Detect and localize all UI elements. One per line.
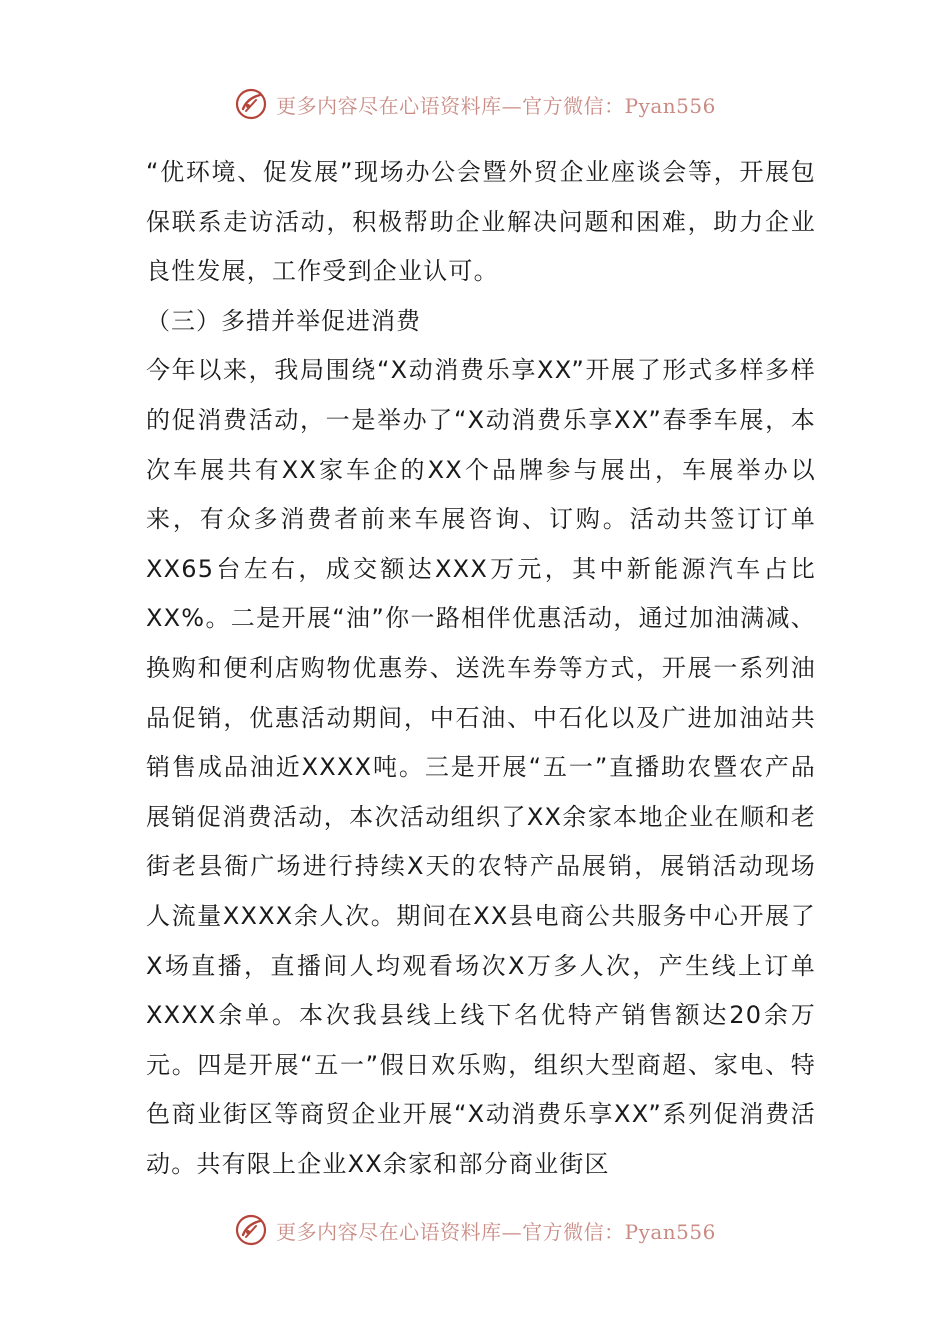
paragraph-continued: “优环境、促发展”现场办公会暨外贸企业座谈会等，开展包保联系走访活动，积极帮助企业解决问题和困难，助力企业良性发展，工作受到企业认可。 <box>146 158 816 286</box>
section-heading: （三）多措并举促进消费 <box>146 306 421 335</box>
logo-icon <box>234 87 268 121</box>
footer-banner-text: 更多内容尽在心语资料库—官方微信：Pyan556 <box>276 1219 716 1244</box>
header-banner <box>0 84 950 124</box>
footer-banner <box>0 1210 950 1250</box>
paragraph-consumption: 今年以来，我局围绕“X动消费乐享XX”开展了形式多样多样的促消费活动，一是举办了“X动消费乐享XX”春季车展，本次车展共有XX家车企的XX个品牌参与展出，车展举办以来，有众多消费者前来车展咨询、订购。活动共签订订单XX65台左右，成交额达XXX万元，其中新能源汽车占比XX%。二是开展“油”你一路相伴优惠活动，通过加油满减、换购和便利店购物优惠券、送洗车券等方式，开展一系列油品促销，优惠活动期间，中石油、中石化以及广进加油站共销售成品油近XXXX吨。三是开展“五一”直播助农暨农产品展销促消费活动，本次活动组织了XX余家本地企业在顺和老街老县衙广场进行持续X天的农特产品展销，展销活动现场人流量XXXX余人次。期间在XX县电商公共服务中心开展了X场直播，直播间人均观看场次X万多人次，产生线上订单XXXX余单。本次我县线上线下名优特产销售额达20余万元。四是开展“五一”假日欢乐购，组织大型商超、家电、特色商业街区等商贸企业开展“X动消费乐享XX”系列促消费活动。共有限上企业XX余家和部分商业街区 <box>146 356 816 1178</box>
document-body <box>146 148 816 1189</box>
logo-icon <box>234 1213 268 1247</box>
header-banner-text: 更多内容尽在心语资料库—官方微信：Pyan556 <box>276 93 716 118</box>
